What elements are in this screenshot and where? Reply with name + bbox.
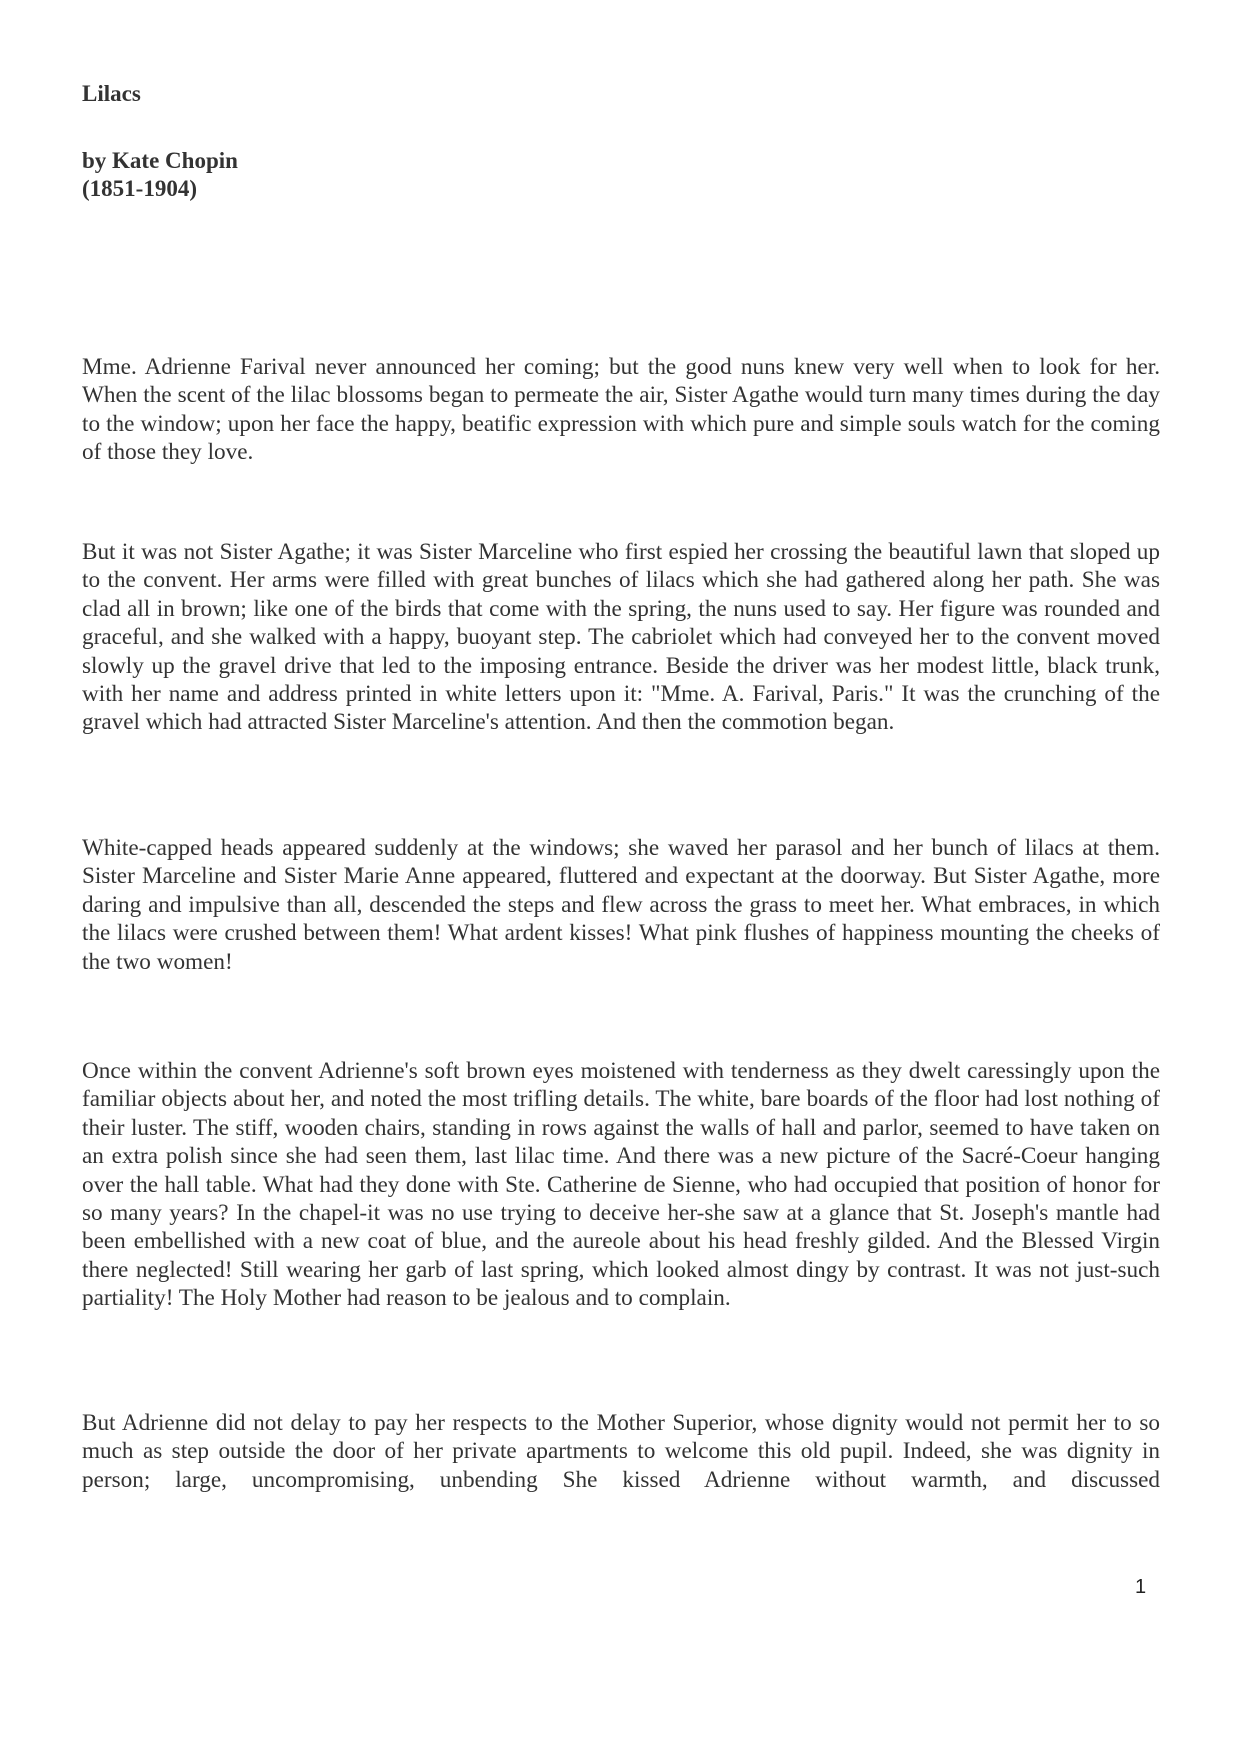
story-title: Lilacs (82, 81, 141, 106)
byline (82, 147, 238, 203)
paragraph: White-capped heads appeared suddenly at the windows; she waved her parasol and her bunch of lilacs at them. Sister Marceline and Sister Marie Anne appeared, fluttered and expectant at the doorway. But Sister Agathe, more daring and impulsive than all, descended the steps and flew across the grass to meet her. What embraces, in which the lilacs were crushed between them! What ardent kisses! What pink flushes of happiness mounting the cheeks of the two women! (82, 835, 1160, 975)
paragraph: But it was not Sister Agathe; it was Sister Marceline who first espied her crossing the beautiful lawn that sloped up to the convent. Her arms were filled with great bunches of lilacs which she had gathered along her path. She was clad all in brown; like one of the birds that come with the spring, the nuns used to say. Her figure was rounded and graceful, and she walked with a happy, buoyant step. The cabriolet which had conveyed her to the convent moved slowly up the gravel drive that led to the imposing entrance. Beside the driver was her modest little, black trunk, with her name and address printed in white letters upon it: "Mme. A. Farival, Paris." It was the crunching of the gravel which had attracted Sister Marceline's attention. And then the commotion began. (82, 539, 1160, 736)
paragraph: Once within the convent Adrienne's soft brown eyes moistened with tenderness as they dwelt caressingly upon the familiar objects about her, and noted the most trifling details. The white, bare boards of the floor had lost nothing of their luster. The stiff, wooden chairs, standing in rows against the walls of hall and parlor, seemed to have taken on an extra polish since she had seen them, last lilac time. And there was a new picture of the Sacré-Coeur hanging over the hall table. What had they done with Ste. Catherine de Sienne, who had occupied that position of honor for so many years? In the chapel-it was no use trying to deceive her-she saw at a glance that St. Joseph's mantle had been embellished with a new coat of blue, and the aureole about his head freshly gilded. And the Blessed Virgin there neglected! Still wearing her garb of last spring, which looked almost dingy by contrast. It was not just-such partiality! The Holy Mother had reason to be jealous and to complain. (82, 1058, 1160, 1312)
paragraph-continued: But Adrienne did not delay to pay her respects to the Mother Superior, whose dignity would not permit her to so much as step outside the door of her private apartments to welcome this old pupil. Indeed, she was dignity in person; large, uncompromising, unbending She kissed Adrienne without warmth, and discussed (82, 1410, 1160, 1493)
author-name: by Kate Chopin (82, 148, 238, 173)
author-dates: (1851-1904) (82, 176, 197, 201)
paragraph: Mme. Adrienne Farival never announced her coming; but the good nuns knew very well when to look for her. When the scent of the lilac blossoms began to permeate the air, Sister Agathe would turn many times during the day to the window; upon her face the happy, beatific expression with which pure and simple souls watch for the coming of those they love. (82, 354, 1160, 466)
page-number: 1 (1135, 1576, 1147, 1598)
